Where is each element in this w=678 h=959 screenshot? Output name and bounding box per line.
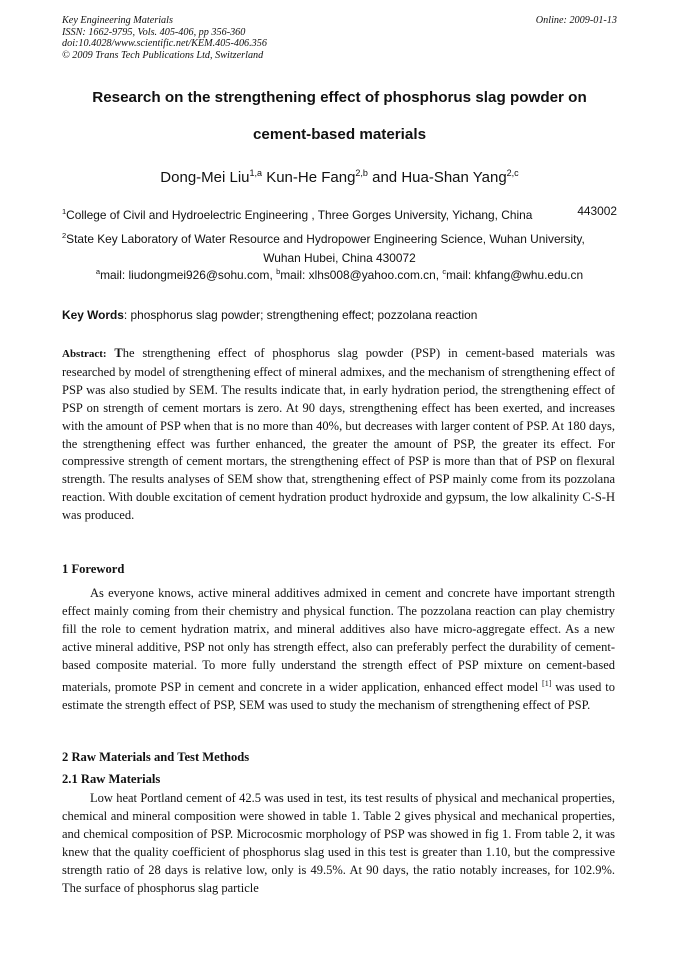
paper-title-line1: Research on the strengthening effect of phosphorus slag powder on xyxy=(92,89,587,106)
section-heading-raw-materials: 2 Raw Materials and Test Methods xyxy=(62,750,250,764)
foreword-paragraph xyxy=(62,585,615,715)
copyright-line: © 2009 Trans Tech Publications Ltd, Switzerland xyxy=(62,49,264,61)
online-date: Online: 2009-01-13 xyxy=(535,15,617,26)
abstract-first-letter: T xyxy=(114,346,123,360)
abstract xyxy=(62,345,615,525)
email-link[interactable]: mail: liudongmei926@sohu.com, xyxy=(100,267,273,282)
paragraph-text: was used to estimate the strength effect of PSP, SEM was used to study the mechanism of strengthening effect of PSP. xyxy=(62,679,615,712)
email-sup: c xyxy=(442,267,447,276)
citation-ref[interactable]: [1] xyxy=(542,678,552,688)
journal-name: Key Engineering Materials xyxy=(62,15,173,26)
author-conjunction: and xyxy=(372,169,398,186)
subsection-heading-raw-materials: 2.1 Raw Materials xyxy=(62,772,161,786)
email-sup: b xyxy=(276,267,281,276)
affiliation-text: College of Civil and Hydroelectric Engineering , Three Gorges University, Yichang, China xyxy=(66,207,533,222)
email-sup: a xyxy=(95,267,101,276)
author-sup: 2,c xyxy=(506,168,519,178)
keywords xyxy=(62,308,617,322)
abstract-text: he strengthening effect of phosphorus slag powder (PSP) in cement-based materials was researched by model of strengthening effect of mineral admixes, and the mechanism of strengthening effect of PSP was also studied by SEM. The results indicate that, in early hydration period, the strengthening effect of PSP on strength of cement mortars is zero. At 90 days, strengthening effect has been exerted, and increases with the amount of PSP when that is no more than 40%, but decreases with larger content of PSP. At 180 days, the strengthening effect was further enhanced, the greater the amount of PSP, the greater its effect. For compressive strength of cement mortars, the strengthening effect of PSP is more than that of PSP on flexural strength. The results analyses of SEM show that, strengthening effect of PSP mainly come from its pozzolana reaction. With double excitation of cement hydration product hydroxide and gypsum, the low alkalinity C-S-H was produced. xyxy=(62,346,616,523)
affiliation-sup: 1 xyxy=(62,207,67,216)
section-heading-foreword: 1 Foreword xyxy=(62,562,125,576)
author-name: Kun-He Fang xyxy=(266,169,356,186)
keywords-text: : phosphorus slag powder; strengthening effect; pozzolana reaction xyxy=(123,308,478,322)
author-sup: 1,a xyxy=(249,168,263,178)
journal-header xyxy=(62,15,617,61)
raw-materials-paragraph: Low heat Portland cement of 42.5 was used in test, its test results of physical and mechanical properties, chemical and mineral composition were showed in table 1. Table 2 gives physical and mechanical properties, and chemical composition of PSP. Microcosmic morphology of PSP was showed in fig 1. From table 2, it was knew that the quality coefficient of phosphorus slag used in this test is greater than 1.10, but the compressive strength ratio of 28 days is relative low, only is 49.5%. At 90 days, the ratio notably increases, for 102.9%. The surface of phosphorus slag particle xyxy=(62,791,615,895)
author-list xyxy=(62,168,617,186)
paragraph-text: As everyone knows, active mineral additives admixed in cement and concrete have important strength effect mainly coming from their chemistry and physical function. The pozzolana reaction can play chemistry fill the role to cement hydration matrix, and mineral additives also have micro-aggregate effect. As a new active mineral additive, PSP not only has strength effect, also can preferably perfect the durability of cement-based composite material. To more fully understand the strength effect of PSP mixture on cement-based materials, promote PSP in cement and concrete in a wider application, enhanced effect model xyxy=(62,586,615,694)
author-emails xyxy=(62,267,617,282)
affiliation-text-line2: Wuhan Hubei, China 430072 xyxy=(263,250,416,265)
affiliation-sup: 2 xyxy=(62,231,67,240)
postal-code: 443002 xyxy=(577,204,617,218)
email-link[interactable]: mail: khfang@whu.edu.cn xyxy=(446,267,584,282)
email-link[interactable]: mail: xlhs008@yahoo.com.cn, xyxy=(280,267,440,282)
doi-line: doi:10.4028/www.scientific.net/KEM.405-406.356 xyxy=(62,38,267,50)
author-sup: 2,b xyxy=(355,168,368,178)
keywords-label: Key Words xyxy=(62,308,124,322)
paper-title-line2: cement-based materials xyxy=(252,126,427,143)
affiliation-text: State Key Laboratory of Water Resource and Hydropower Engineering Science, Wuhan University, xyxy=(66,231,585,246)
author-name: Dong-Mei Liu xyxy=(160,169,250,186)
affiliation-2 xyxy=(62,226,617,268)
author-name: Hua-Shan Yang xyxy=(401,169,507,186)
abstract-label: Abstract: xyxy=(62,348,107,360)
issn-line: ISSN: 1662-9795, Vols. 405-406, pp 356-360 xyxy=(62,26,246,38)
affiliation-1 xyxy=(62,202,617,225)
